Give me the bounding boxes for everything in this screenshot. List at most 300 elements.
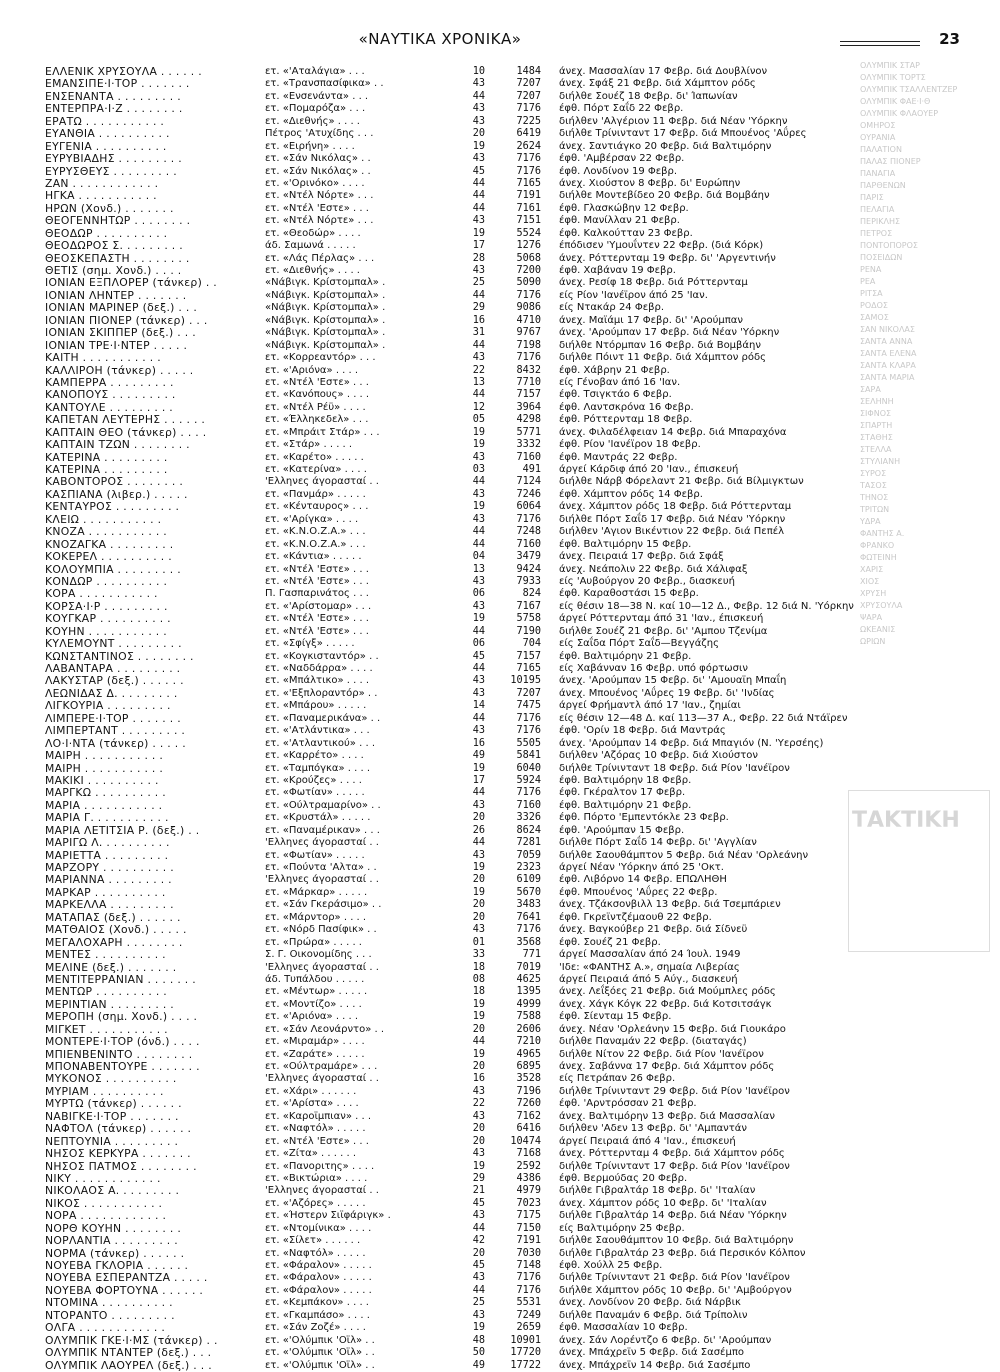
ship-tonnage-class: 29 [472, 1172, 485, 1184]
ship-owner: ετ. «Πανμάρ» . . . . . [265, 488, 366, 500]
ship-row [45, 949, 805, 961]
ship-row [45, 178, 805, 190]
ship-row [45, 215, 805, 227]
ship-reference: 7160 [516, 799, 541, 811]
bleed-through-line: ΠΕΤΡΟΣ [860, 229, 893, 238]
ship-reference: 3568 [516, 936, 541, 948]
ship-owner: ετ. «Κ.Ν.Ο.Ζ.Α.» . . . [265, 526, 366, 538]
ship-reference: 10195 [510, 675, 541, 687]
ship-reference: 4999 [516, 998, 541, 1010]
ship-position: διήλθε Χάμπτον ρόδς 10 Φεβρ. δι' 'Αμβούργον [559, 1284, 792, 1296]
ship-reference: 5531 [516, 1297, 541, 1309]
ship-owner: ετ. «Ντέλ Ρέϋ» . . . . [265, 401, 366, 413]
ship-tonnage-class: 49 [472, 1359, 485, 1371]
ship-position: άνεχ. Πειραιά 17 Φεβρ. διά Σφάξ [559, 551, 724, 563]
ship-position: άνεχ. Τζάκσονβιλλ 13 Φεβρ. διά Τσεμπάριεν [559, 899, 781, 911]
bleed-through-line: ΠΑΡΙΣ [860, 193, 884, 202]
ship-position: άνεχ. Λεΐξόες 21 Φεβρ. διά Μούμπλες ρόδς [559, 986, 776, 998]
ship-row [45, 78, 805, 90]
ship-position: είς Βαλτιμόρην 25 Φεβρ. [559, 1222, 685, 1234]
ship-tonnage-class: 44 [472, 526, 485, 538]
ship-reference: 1484 [516, 66, 541, 77]
ship-position: διήλθε Πόρτ Σαΐδ 17 Φεβρ. διά Νέαν 'Υόρκην [559, 513, 786, 525]
ship-position: είς Σαΐδα Πόρτ Σαΐδ—Βεγγάζης [559, 638, 719, 650]
ship-owner: ετ. «Κάντια» . . . . . [265, 551, 362, 563]
ship-row [45, 153, 805, 165]
bleed-through-line: ΣΑΝΤΑ ΚΛΑΡΑ [860, 361, 916, 370]
ship-name: ΘΕΟΔΩΡΟΣ Σ. . . . . . . . . [45, 239, 183, 253]
ship-row [45, 389, 805, 401]
bleed-through-line: ΧΙΟΣ [860, 577, 880, 586]
ship-position: έφθ. Χάμπτον ρόδς 14 Φεβρ. [559, 488, 703, 500]
ship-row [45, 277, 805, 289]
ship-owner: ετ. «'Αριόνα» . . . . [265, 364, 359, 376]
ship-name: ΛΕΩΝΙΔΑΣ Δ. . . . . . . . . [45, 686, 178, 700]
ship-owner: ετ. «Ναφτόλ» . . . . . [265, 1123, 366, 1135]
ship-row [45, 750, 805, 762]
bleed-through-line: ΩΚΕΑΝΙΣ [860, 625, 896, 634]
ship-tonnage-class: 16 [472, 737, 485, 749]
ship-position: διήλθε Σουέζ 18 Φεβρ. δι' Ίαπωνίαν [559, 90, 738, 102]
ship-position: είς Ντακάρ 24 Φεβρ. [559, 302, 665, 314]
ship-name: ΟΛΓΑ . . . . . . . . . . . . [45, 1321, 166, 1335]
ship-owner: ετ. «Φάραλον» . . . . . [265, 1284, 372, 1296]
ship-position: άργεί Κάρδιφ άπό 20 'Ιαν., έπισκευή [559, 464, 739, 475]
ship-tonnage-class: 19 [472, 1322, 485, 1334]
ship-reference: 7281 [516, 837, 541, 849]
ship-position: άνεχ. Βαλτιμόρην 13 Φεβρ. διά Μασσαλίαν [559, 1110, 775, 1122]
ship-tonnage-class: 43 [472, 600, 485, 612]
ship-name: ΝΟΡΛΑΝΤΙΑ . . . . . . . . . [45, 1234, 178, 1248]
ship-name: ΚΑΤΕΡΙΝΑ . . . . . . . . . [45, 463, 168, 476]
ship-position: έφθ. Μασσαλίαν 10 Φεβρ. [559, 1322, 688, 1334]
ship-row [45, 103, 805, 115]
ship-name: ΝΗΣΟΣ ΠΑΤΜΟΣ . . . . . . . . [45, 1159, 197, 1173]
ship-position: διήλθε Παναμάν 22 Φεβρ. (διαταγάς) [559, 1036, 747, 1048]
ship-name: ΝΑΦΤΟΛ (τάνκερ) . . . . . . [45, 1122, 192, 1136]
ship-tonnage-class: 44 [472, 177, 485, 189]
ship-name: ΕΝΤΕΡΠΡΑ·Ι·Ζ . . . . . . . . [45, 102, 183, 116]
ship-tonnage-class: 20 [472, 874, 485, 886]
ship-position: έφθ. Χάβρην 21 Φεβρ. [559, 364, 670, 376]
ship-name: ΚΑΣΠΙΑΝΑ (λιβερ.) . . . . . [45, 487, 188, 501]
ship-position: είς Ρίον 'Ιανέϊρον άπό 25 'Ιαν. [559, 289, 708, 301]
ship-reference: 6064 [516, 501, 541, 513]
page-header [40, 30, 980, 60]
ship-tonnage-class: 19 [472, 140, 485, 152]
ship-tonnage-class: 21 [472, 1185, 485, 1197]
ship-owner: ετ. «Έλληκεδελ» . . . [265, 414, 369, 426]
ship-tonnage-class: 43 [472, 1210, 485, 1222]
ship-owner: ετ. «Φάραλον» . . . . . [265, 1260, 372, 1271]
ship-reference: 6040 [516, 762, 541, 774]
ship-name: ΛΙΓΚΟΥΡΙΑ . . . . . . . . . [45, 699, 171, 713]
ship-tonnage-class: 19 [472, 439, 485, 451]
ship-owner: ετ. «Σφίγξ» . . . . . [265, 638, 355, 650]
ship-owner: ετ. «Σάν Νικόλας» . . [265, 165, 371, 177]
ship-name: ΟΛΥΜΠΙΚ ΓΚΕ·Ι·ΜΣ (τάνκερ) . . [45, 1333, 218, 1347]
ship-reference: 7175 [516, 1210, 541, 1222]
bleed-through-line: ΣΤΥΛΙΑΝΗ [860, 457, 901, 466]
ship-owner: ετ. «Κανόπους» . . . . [265, 389, 370, 401]
ship-tonnage-class: 20 [472, 1023, 485, 1035]
ship-name: ΚΟΛΟΥΜΠΙΑ . . . . . . . . . [45, 562, 181, 576]
ship-position: έφθ. Χούλλ 25 Φεβρ. [559, 1260, 663, 1271]
ship-position: έφθ. Ρόττερνταμ 18 Φεβρ. [559, 414, 693, 426]
ship-name: ΝΟΡΑ . . . . . . . . . . . . [45, 1209, 167, 1223]
ship-name: ΜΑΡΙΑΝΝΑ . . . . . . . . . [45, 873, 172, 887]
ship-owner: ετ. «'Ατλαντικού» . . . [265, 737, 375, 749]
ship-tonnage-class: 22 [472, 364, 485, 376]
ship-reference: 7200 [516, 265, 541, 276]
ship-reference: 7176 [516, 165, 541, 177]
ship-name: ΚΟΥΗΝ . . . . . . . . . . . [45, 624, 167, 638]
ship-row [45, 986, 805, 998]
ship-position: είς Γένοβαν άπό 16 'Ιαν. [559, 376, 681, 388]
bleed-through-line: ΠΑΝΑΓΙΑ [860, 169, 896, 178]
bleed-through-line: ΟΛΥΜΠΙΚ ΦΑΕ·Ι·Θ [860, 97, 931, 106]
ship-name: ΝΑΒΙΓΚΕ·Ι·ΤΟΡ . . . . . . . [45, 1109, 179, 1123]
ship-reference: 4710 [516, 314, 541, 326]
ship-name: ΚΑΒΟΝΤΟΡΟΣ . . . . . . . . [45, 475, 184, 489]
ship-position: άνεχ. Μπουένος 'Αΰρες 19 Φεβρ. δι' 'Ινδίας [559, 687, 775, 699]
ship-position: άργεί Ρόττερνταμ άπό 31 'Ιαν., έπισκευή [559, 613, 764, 625]
ship-reference: 5524 [516, 227, 541, 239]
ship-tonnage-class: 10 [472, 66, 485, 77]
ship-position: έφθ. Πόρτο 'Εμπεντόκλε 23 Φεβρ. [559, 812, 729, 824]
ship-reference: 7176 [516, 924, 541, 936]
ship-reference: 1395 [516, 986, 541, 998]
ship-name: ΛΙΜΠΕΡΤΑΝΤ . . . . . . . . . [45, 724, 186, 738]
ship-position: διήλθε Σουέζ 21 Φεβρ. δι' 'Αμπου Τζενίμα [559, 625, 768, 637]
ship-tonnage-class: 16 [472, 314, 485, 326]
ship-reference: 7710 [516, 376, 541, 388]
ship-owner: ετ. «Κρυστάλ» . . . . . [265, 812, 371, 824]
ship-owner: άδ. Σαμωνά . . . . . [265, 240, 356, 252]
ship-row [45, 166, 805, 178]
ship-reference: 824 [522, 588, 541, 600]
ship-position: άνεχ. Σάν Λορέντζο 6 Φεβρ. δι' 'Αρούμπαν [559, 1334, 772, 1346]
bleed-through-line: ΠΑΛΑΣ ΠΙΟΝΕΡ [860, 157, 921, 166]
ship-owner: Π. Γασπαρινάτος . . . [265, 588, 369, 600]
ship-row [45, 763, 805, 775]
ship-position: έφθ. Σίενταμ 15 Φεβρ. [559, 1011, 672, 1023]
ship-owner: ετ. «Πούντα 'Αλτα» . . [265, 862, 377, 873]
ship-tonnage-class: 17 [472, 240, 485, 252]
ship-owner: 'Ελληνες άγορασταί . . [265, 837, 379, 849]
ship-name: ΜΕΝΤΙΤΕΡΡΑΝΙΑΝ . . . . . . . [45, 972, 196, 986]
ship-position: έφθ. Μανίλλαν 21 Φεβρ. [559, 215, 680, 227]
ship-owner: «Νάβιγκ. Κρίστομπαλ» . [265, 289, 386, 301]
ship-owner: ετ. «Γκαμπάσο» . . . . [265, 1309, 370, 1321]
ship-tonnage-class: 44 [472, 339, 485, 351]
ship-list [45, 65, 854, 1372]
ship-reference: 5771 [516, 426, 541, 438]
ship-position: άνεχ. Ρεσίφ 18 Φεβρ. διά Ρόττερνταμ [559, 277, 748, 289]
ship-tonnage-class: 19 [472, 886, 485, 898]
ship-owner: ετ. «Μέντωρ» . . . . . [265, 986, 368, 998]
ship-tonnage-class: 43 [472, 1148, 485, 1160]
ship-name: ΙΟΝΙΑΝ ΕΞΠΛΟΡΕΡ (τάνκερ) . . [45, 276, 218, 290]
ship-tonnage-class: 29 [472, 302, 485, 314]
ship-tonnage-class: 13 [472, 563, 485, 575]
ship-reference: 3528 [516, 1073, 541, 1085]
ship-name: ΝΙΚΟΣ . . . . . . . . . . . [45, 1196, 163, 1210]
ship-owner: 'Ελληνες άγορασταί . . [265, 1073, 379, 1085]
ship-row [45, 1297, 805, 1309]
ship-tonnage-class: 44 [472, 837, 485, 849]
ship-owner: ετ. «Ούλτραμαρίνο» . . [265, 799, 381, 811]
ship-owner: ετ. «Μπράιτ Στάρ» . . . [265, 426, 380, 438]
ship-position: έφθ. Σουέζ 21 Φεβρ. [559, 936, 661, 948]
ship-owner: 'Ελληνες άγορασταί . . [265, 1185, 379, 1197]
ship-owner: ετ. «Ζίτα» . . . . . . [265, 1148, 357, 1160]
ship-position: έφθ. 'Ορίν 18 Φεβρ. διά Μαντράς [559, 725, 726, 737]
ship-reference: 5924 [516, 774, 541, 786]
ship-position: άνεχ. Χάμπτον ρόδς 10 Φεβρ. δι' 'Ιταλίαν [559, 1197, 767, 1209]
ship-reference: 7176 [516, 289, 541, 301]
ship-position: διήλθεν 'Αζόρας 10 Φεβρ. διά Χιούστον [559, 750, 758, 762]
ship-row [45, 588, 805, 600]
ship-name: ΜΥΡΤΩ (τάνκερ) . . . . . . [45, 1097, 182, 1111]
ship-tonnage-class: 20 [472, 128, 485, 140]
ship-reference: 6416 [516, 1123, 541, 1135]
ship-position: διήλθε Πόρτ Σαΐδ 14 Φεβρ. δι' 'Αγγλίαν [559, 837, 757, 849]
ship-owner: ετ. «Κ.Ν.Ο.Ζ.Α.» . . . [265, 538, 366, 550]
ship-tonnage-class: 43 [472, 451, 485, 463]
ship-name: ΜΑΙΡΗ . . . . . . . . . . . [45, 761, 164, 775]
ship-name: ΜΑΤΑΠΑΣ (δεξ.) . . . . . . [45, 910, 181, 924]
ship-reference: 10901 [510, 1334, 541, 1346]
ship-tonnage-class: 19 [472, 1048, 485, 1060]
ship-tonnage-class: 17 [472, 774, 485, 786]
ship-position: άνεχ. Νέαν 'Ορλεάνην 15 Φεβρ. διά Γιουκάρο [559, 1023, 786, 1035]
ship-owner: ετ. «Κρούζες» . . . . [265, 774, 362, 786]
ship-position: άνεχ. Σαβάννα 17 Φεβρ. διά Χάμπτον ρόδς [559, 1061, 775, 1072]
ship-reference: 4298 [516, 414, 541, 426]
ship-owner: ετ. «Ήστερν Σιϊφάριγκ» . [265, 1210, 391, 1222]
ship-tonnage-class: 43 [472, 153, 485, 165]
ship-reference: 7059 [516, 849, 541, 861]
ship-row [45, 1073, 805, 1085]
ship-owner: ετ. «Ντέλ 'Εστε» . . . [265, 376, 369, 388]
ship-owner: ετ. «'Εξπλοραντόρ» . . [265, 687, 378, 699]
ship-position: 'Ιδε: «ΦΑΝΤΗΣ Α.», σημαία Λιβερίας [559, 961, 740, 973]
ship-name: ΕΝΣΕΝΑΝΤΑ . . . . . . . . . [45, 89, 181, 103]
ship-position: άνεχ. Μασσαλίαν 17 Φεβρ. διά Δουβλίνον [559, 66, 768, 77]
bleed-through-line: ΧΡΥΣΟΥΛΑ [860, 601, 903, 610]
ship-position: άργεί Φρήμαντλ άπό 17 'Ιαν., ζημίαι [559, 700, 741, 712]
publication-title: «ΝΑΥΤΙΚΑ ΧΡΟΝΙΚΑ» [40, 30, 840, 48]
ship-name: ΘΕΟΓΕΝΝΗΤΩΡ . . . . . . . . [45, 214, 191, 228]
ship-position: έφθ. Γλασκώβην 12 Φεβρ. [559, 202, 689, 214]
ship-name: ΝΟΡΜΑ (τάνκερ) . . . . . . [45, 1246, 185, 1260]
ship-owner: ετ. «Κογκισταντόρ» . . [265, 650, 379, 662]
ship-position: άνεχ. Ρόττερνταμ 19 Φεβρ. δι' 'Αργεντινήν [559, 252, 776, 264]
ship-owner: ετ. «Μπάρου» . . . . . [265, 700, 367, 712]
ship-reference: 7148 [516, 1260, 541, 1271]
ship-tonnage-class: 43 [472, 799, 485, 811]
ship-tonnage-class: 19 [472, 501, 485, 513]
ship-owner: ετ. «Ντέλ 'Εστε» . . . [265, 575, 369, 587]
ship-tonnage-class: 01 [472, 936, 485, 948]
ship-owner: ετ. «'Ολύμπικ 'Οϊλ» . . [265, 1359, 375, 1371]
ship-name: ΜΑΡΓΚΩ . . . . . . . . . . [45, 786, 166, 800]
ship-name: ΟΛΥΜΠΙΚ ΝΤΑΝΤΕΡ (δεξ.) . . . [45, 1346, 212, 1360]
ship-owner: ετ. «Καρέτο» . . . . . [265, 451, 364, 463]
ship-name: ΗΡΩΝ (Χονδ.) . . . . . . . [45, 201, 174, 215]
ship-name: ΜΑΡΙΑ Γ. . . . . . . . . . . [45, 811, 169, 825]
ship-reference: 7210 [516, 1036, 541, 1048]
ship-name: ΝΕΠΤΟΥΝΙΑ . . . . . . . . . [45, 1134, 179, 1148]
ship-tonnage-class: 45 [472, 650, 485, 662]
ship-position: διήλθεν 'Αλγέριον 11 Φεβρ. διά Νέαν 'Υόρκην [559, 115, 788, 127]
ship-owner: ετ. «Παναμερικάνα» . . [265, 712, 381, 724]
ship-owner: ετ. «Πανοριτης» . . . . [265, 1160, 375, 1172]
ship-owner: ετ. «Φωτίαν» . . . . . [265, 787, 365, 799]
ship-owner: ετ. «Ντέλ 'Εστε» . . . [265, 202, 369, 214]
ship-position: άργεί Πειραιά άπό 4 'Ιαν., έπισκευή [559, 1135, 736, 1147]
ship-owner: ετ. «Σάν Ζοζέ» . . . . [265, 1322, 366, 1334]
ship-tonnage-class: 20 [472, 1247, 485, 1259]
ship-name: ΛΙΜΠΕΡΕ·Ι·ΤΟΡ . . . . . . . [45, 711, 181, 725]
ship-reference: 5068 [516, 252, 541, 264]
ship-tonnage-class: 44 [472, 389, 485, 401]
ship-reference: 704 [522, 638, 541, 650]
ship-name: ΚΑΠΕΤΑΝ ΛΕΥΤΕΡΗΣ . . . . . . [45, 413, 206, 427]
ship-tonnage-class: 19 [472, 1011, 485, 1023]
ship-name: ΛΑΚΥΣΤΑΡ (δεξ.) . . . . . . [45, 674, 184, 688]
ship-name: ΜΠΙΕΝΒΕΝΙΝΤΟ . . . . . . . . [45, 1047, 193, 1061]
ship-row [45, 240, 805, 252]
ship-position: διήλθε Σαουθάμπτον 10 Φεβρ. διά Βαλτιμόρην [559, 1235, 794, 1247]
ship-reference: 4965 [516, 1048, 541, 1060]
ship-reference: 17722 [510, 1359, 541, 1371]
ship-tonnage-class: 44 [472, 712, 485, 724]
ship-tonnage-class: 25 [472, 277, 485, 289]
ship-reference: 7165 [516, 177, 541, 189]
ship-tonnage-class: 20 [472, 812, 485, 824]
ship-tonnage-class: 44 [472, 476, 485, 488]
ship-tonnage-class: 12 [472, 401, 485, 413]
ship-reference: 7225 [516, 115, 541, 127]
ship-position: άνεχ. Ρόττερνταμ 4 Φεβρ. διά Χάμπτον ρόδς [559, 1148, 785, 1160]
ship-name: ΚΥΛΕΜΟΥΝΤ . . . . . . . . . [45, 637, 182, 651]
ship-name: ΝΤΟΡΑΝΤΟ . . . . . . . . . [45, 1308, 175, 1322]
page-number: 23 [933, 30, 960, 48]
ship-owner: ετ. «'Αρίστα» . . . . [265, 1098, 359, 1110]
ship-tonnage-class: 26 [472, 824, 485, 836]
ship-owner: ετ. «Λάς Πέρλας» . . . [265, 252, 375, 264]
ship-name: ΜΕΡΟΠΗ (σημ. Χονδ.) . . . . [45, 1010, 198, 1024]
ship-reference: 7157 [516, 389, 541, 401]
ship-tonnage-class: 43 [472, 849, 485, 861]
bleed-through-line: ΤΗΝΟΣ [860, 493, 889, 502]
ship-reference: 7160 [516, 538, 541, 550]
ship-tonnage-class: 19 [472, 227, 485, 239]
ship-row [45, 1123, 805, 1135]
ship-reference: 7176 [516, 1284, 541, 1296]
ship-name: ΜΕΝΤΩΡ . . . . . . . . . . [45, 985, 168, 999]
ship-reference: 7176 [516, 352, 541, 364]
ship-owner: ετ. «Σάν Λεονάρντο» . . [265, 1023, 385, 1035]
ship-name: ΘΕΟΣΚΕΠΑΣΤΗ . . . . . . . . [45, 251, 190, 265]
ship-row [45, 1036, 805, 1048]
ship-tonnage-class: 48 [472, 1334, 485, 1346]
ship-name: ΙΟΝΙΑΝ ΤΡΕ·Ι·ΝΤΕΡ . . . . . [45, 338, 188, 352]
ship-position: διήλθε Ντόρμπαν 16 Φεβρ. διά Βομβάην [559, 339, 761, 351]
ship-name: ΚΑΛΛΙΡΟΗ (τάνκερ) . . . . . [45, 363, 194, 377]
ship-reference: 7124 [516, 476, 541, 488]
ship-owner: «Νάβιγκ. Κρίστομπαλ» . [265, 277, 386, 289]
ship-tonnage-class: 05 [472, 414, 485, 426]
ship-position: άνεχ. Χάμπτον ρόδς 18 Φεβρ. διά Ρόττερνταμ [559, 501, 792, 513]
ship-row [45, 302, 805, 314]
ship-tonnage-class: 44 [472, 190, 485, 202]
ship-reference: 9767 [516, 327, 541, 339]
ship-reference: 7248 [516, 526, 541, 538]
ship-tonnage-class: 44 [472, 1222, 485, 1234]
ship-tonnage-class: 44 [472, 1036, 485, 1048]
ship-owner: ετ. «Ζαράτε» . . . . . [265, 1048, 365, 1060]
ship-reference: 10474 [510, 1135, 541, 1147]
ship-row [45, 1322, 805, 1334]
ship-position: διήλθε Γιβραλτάρ 23 Φεβρ. διά Περσικόν Κόλπον [559, 1247, 806, 1259]
ship-position: άνεχ. Λονδίνον 20 Φεβρ. διά Νάρβικ [559, 1297, 741, 1309]
ship-tonnage-class: 44 [472, 90, 485, 102]
ship-name: ΚΑΠΤΑΙΝ ΤΖΩΝ . . . . . . . . [45, 438, 190, 452]
ship-position: έφθ. Καλκούτταν 23 Φεβρ. [559, 227, 693, 239]
ship-tonnage-class: 44 [472, 1284, 485, 1296]
ship-owner: 'Ελληνες άγορασταί . . [265, 476, 379, 488]
ship-position: άνεχ. Νεάπολιν 22 Φεβρ. διά Χάλιφαξ [559, 563, 748, 575]
ship-tonnage-class: 43 [472, 1110, 485, 1122]
ship-reference: 5090 [516, 277, 541, 289]
ship-owner: ετ. «Θεοδώρ» . . . . [265, 227, 361, 239]
bleed-through-line: ΟΛΥΜΠΙΚ ΤΣΑΛΛΕΝΤΖΕΡ [860, 85, 958, 94]
ship-tonnage-class: 43 [472, 1272, 485, 1284]
ship-row [45, 924, 805, 936]
ship-position: άνεχ. Μαϊάμι 17 Φεβρ. δι' 'Αρούμπαν [559, 314, 743, 326]
ship-reference: 9424 [516, 563, 541, 575]
ship-name: ΝΟΥΕΒΑ ΦΟΡΤΟΥΝΑ . . . . . . [45, 1283, 204, 1297]
ship-tonnage-class: 44 [472, 787, 485, 799]
ship-reference: 7207 [516, 90, 541, 102]
ship-reference: 7019 [516, 961, 541, 973]
ship-row [45, 613, 805, 625]
ship-position: έφθ. Καραθοστάσι 15 Φεβρ. [559, 588, 699, 600]
ship-reference: 7246 [516, 488, 541, 500]
ship-name: ΝΗΣΟΣ ΚΕΡΚΥΡΑ . . . . . . . [45, 1147, 191, 1161]
ship-name: ΙΟΝΙΑΝ ΣΚΙΠΠΕΡ (δεξ.) . . . [45, 326, 196, 340]
ship-row [45, 1235, 805, 1247]
ship-owner: ετ. «Ειρήνη» . . . . [265, 140, 355, 152]
ship-name: ΟΛΥΜΠΙΚ ΛΑΟΥΡΕΛ (δεξ.) . . . [45, 1358, 212, 1372]
ship-row [45, 787, 805, 799]
ship-reference: 7167 [516, 600, 541, 612]
ship-position: έφθ. Λονδίνον 19 Φεβρ. [559, 165, 678, 177]
ship-owner: ετ. «Πρώρα» . . . . . [265, 936, 362, 948]
ship-owner: ετ. «Φωτίαν» . . . . . [265, 849, 365, 861]
ship-position: διήλθε Πόιντ 11 Φεβρ. διά Χάμπτον ρόδς [559, 352, 766, 364]
ship-owner: ετ. «Πομαρόζα» . . . [265, 103, 366, 115]
ship-position: έφθ. Ρίον 'Ιανέϊρον 18 Φεβρ. [559, 439, 701, 451]
ship-tonnage-class: 43 [472, 687, 485, 699]
ship-position: έφθ. Τσιγκτάο 6 Φεβρ. [559, 389, 672, 401]
ship-owner: ετ. «Κατερίνα» . . . . [265, 464, 367, 475]
bleed-through-line: ΣΑΜΟΣ [860, 313, 889, 322]
ship-position: έφθ. Πόρτ Σαΐδ 22 Φεβρ. [559, 103, 684, 115]
